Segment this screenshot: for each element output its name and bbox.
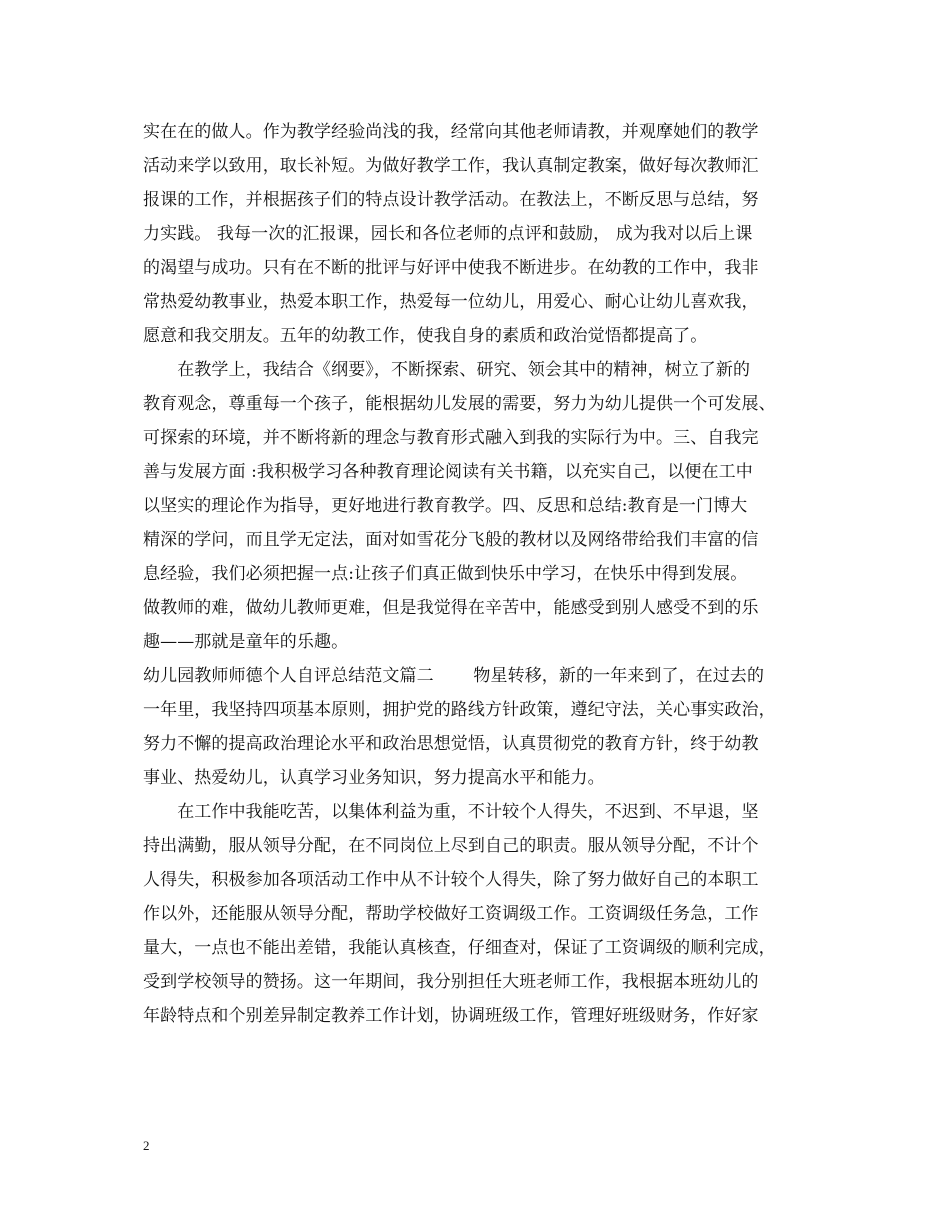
text-line: 做教师的难，做幼儿教师更难，但是我觉得在辛苦中，能感受到别人感受不到的乐 xyxy=(143,598,759,618)
text-line: 的渴望与成功。只有在不断的批评与好评中使我不断进步。在幼教的工作中，我非 xyxy=(143,258,759,278)
text-line: 以坚实的理论作为指导，更好地进行教育教学。四、反思和总结:教育是一门博大 xyxy=(143,496,748,516)
text-line: 常热爱幼教事业，热爱本职工作，热爱每一位幼儿，用爱心、耐心让幼儿喜欢我， xyxy=(143,292,759,312)
text-line: 量大，一点也不能出差错，我能认真核查，仔细查对，保证了工资调级的顺利完成， xyxy=(143,938,776,958)
text-line: 报课的工作，并根据孩子们的特点设计教学活动。在教法上，不断反思与总结，努 xyxy=(143,190,759,210)
text-line: 趣——那就是童年的乐趣。 xyxy=(143,632,349,652)
text-line: 精深的学问，而且学无定法，面对如雪花分飞般的教材以及网络带给我们丰富的信 xyxy=(143,530,759,550)
text-line: 在工作中我能吃苦，以集体利益为重，不计较个人得失，不迟到、不早退，坚 xyxy=(143,802,759,822)
page-number: 2 xyxy=(143,1138,150,1153)
text-line: 事业、热爱幼儿，认真学习业务知识，努力提高水平和能力。 xyxy=(143,768,605,788)
text-line: 年龄特点和个别差异制定教养工作计划，协调班级工作，管理好班级财务，作好家 xyxy=(143,1006,759,1026)
text-line: 作以外，还能服从领导分配，帮助学校做好工资调级工作。工资调级任务急，工作 xyxy=(143,904,759,924)
text-line: 幼儿园教师师德个人自评总结范文篇二 物星转移，新的一年来到了，在过去的 xyxy=(143,666,765,686)
text-line: 教育观念，尊重每一个孩子，能根据幼儿发展的需要，努力为幼儿提供一个可发展、 xyxy=(143,394,776,414)
text-line: 努力不懈的提高政治理论水平和政治思想觉悟，认真贯彻党的教育方针，终于幼教 xyxy=(143,734,759,754)
text-line: 善与发展方面 :我积极学习各种教育理论阅读有关书籍，以充实自己，以便在工中 xyxy=(143,462,753,482)
text-line: 可探索的环境，并不断将新的理念与教育形式融入到我的实际行为中。三、自我完 xyxy=(143,428,759,448)
text-line: 受到学校领导的赞扬。这一年期间，我分别担任大班老师工作，我根据本班幼儿的 xyxy=(143,972,759,992)
text-line: 一年里，我坚持四项基本原则，拥护党的路线方针政策，遵纪守法，关心事实政治， xyxy=(143,700,776,720)
text-line: 力实践。 我每一次的汇报课，园长和各位老师的点评和鼓励， 成为我对以后上课 xyxy=(143,224,753,244)
text-line: 持出满勤，服从领导分配，在不同岗位上尽到自己的职责。服从领导分配，不计个 xyxy=(143,836,759,856)
text-line: 人得失，积极参加各项活动工作中从不计较个人得失，除了努力做好自己的本职工 xyxy=(143,870,759,890)
text-line: 息经验，我们必须把握一点:让孩子们真正做到快乐中学习，在快乐中得到发展。 xyxy=(143,564,748,584)
text-line: 愿意和我交朋友。五年的幼教工作，使我自身的素质和政治觉悟都提高了。 xyxy=(143,326,708,346)
text-line: 在教学上，我结合《纲要》，不断探索、研究、领会其中的精神，树立了新的 xyxy=(143,360,751,380)
body-text xyxy=(143,115,808,1033)
text-line: 活动来学以致用，取长补短。为做好教学工作，我认真制定教案，做好每次教师汇 xyxy=(143,156,759,176)
text-line: 实在在的做人。作为教学经验尚浅的我，经常向其他老师请教，并观摩她们的教学 xyxy=(143,122,759,142)
